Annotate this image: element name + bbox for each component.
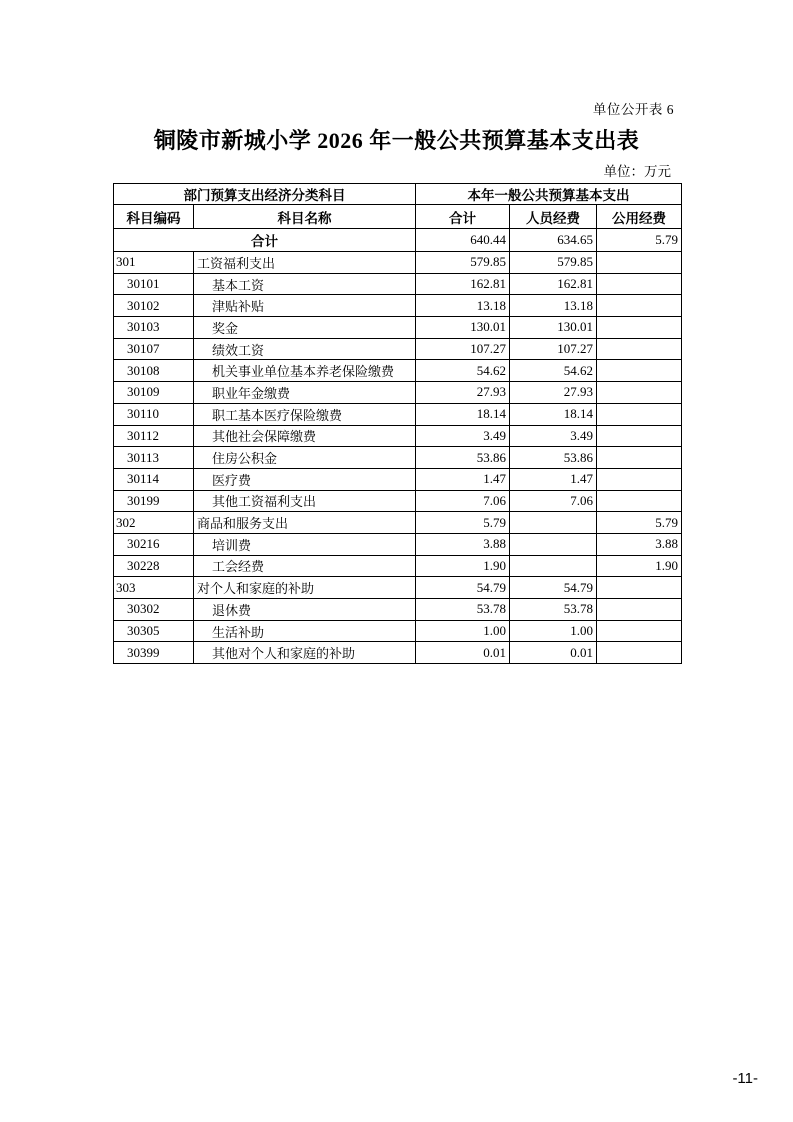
row-public <box>597 599 682 621</box>
table-row <box>114 338 682 360</box>
table-row <box>114 577 682 599</box>
row-code: 301 <box>114 252 194 274</box>
row-personnel: 0.01 <box>510 642 597 664</box>
row-total: 3.49 <box>416 425 510 447</box>
total-row-label: 合计 <box>114 229 416 252</box>
row-code: 30302 <box>114 599 194 621</box>
row-personnel: 1.00 <box>510 620 597 642</box>
row-public <box>597 382 682 404</box>
row-personnel: 162.81 <box>510 273 597 295</box>
row-total: 7.06 <box>416 490 510 512</box>
budget-table <box>113 183 682 664</box>
total-row-total: 640.44 <box>416 229 510 252</box>
row-code: 30228 <box>114 555 194 577</box>
doc-label: 单位公开表 6 <box>592 102 674 117</box>
row-personnel: 3.49 <box>510 425 597 447</box>
row-public <box>597 577 682 599</box>
row-personnel <box>510 533 597 555</box>
row-name: 其他社会保障缴费 <box>194 425 416 447</box>
row-personnel: 54.79 <box>510 577 597 599</box>
row-code: 30102 <box>114 295 194 317</box>
row-public: 3.88 <box>597 533 682 555</box>
row-name: 工会经费 <box>194 555 416 577</box>
table-row <box>114 642 682 664</box>
header-group-subject: 部门预算支出经济分类科目 <box>114 184 416 205</box>
row-code: 30108 <box>114 360 194 382</box>
row-name: 商品和服务支出 <box>194 512 416 534</box>
row-total: 130.01 <box>416 317 510 339</box>
row-name: 职业年金缴费 <box>194 382 416 404</box>
column-header-code: 科目编码 <box>114 205 194 229</box>
row-public <box>597 338 682 360</box>
table-row <box>114 252 682 274</box>
row-total: 579.85 <box>416 252 510 274</box>
row-personnel: 7.06 <box>510 490 597 512</box>
row-name: 对个人和家庭的补助 <box>194 577 416 599</box>
table-body <box>114 229 682 664</box>
row-code: 30114 <box>114 468 194 490</box>
table-row <box>114 620 682 642</box>
row-public <box>597 642 682 664</box>
table-row <box>114 490 682 512</box>
row-code: 30113 <box>114 447 194 469</box>
row-personnel: 1.47 <box>510 468 597 490</box>
row-total: 54.62 <box>416 360 510 382</box>
row-name: 生活补助 <box>194 620 416 642</box>
row-code: 30216 <box>114 533 194 555</box>
row-personnel: 579.85 <box>510 252 597 274</box>
row-public <box>597 620 682 642</box>
row-name: 机关事业单位基本养老保险缴费 <box>194 360 416 382</box>
table-row <box>114 360 682 382</box>
row-code: 30101 <box>114 273 194 295</box>
row-name: 退休费 <box>194 599 416 621</box>
table-row <box>114 317 682 339</box>
row-total: 27.93 <box>416 382 510 404</box>
row-name: 津贴补贴 <box>194 295 416 317</box>
row-code: 30399 <box>114 642 194 664</box>
total-row-public: 5.79 <box>597 229 682 252</box>
row-total: 1.00 <box>416 620 510 642</box>
table-row <box>114 533 682 555</box>
row-public <box>597 425 682 447</box>
row-name: 培训费 <box>194 533 416 555</box>
row-code: 303 <box>114 577 194 599</box>
table-row <box>114 295 682 317</box>
row-public: 1.90 <box>597 555 682 577</box>
row-total: 5.79 <box>416 512 510 534</box>
row-code: 30305 <box>114 620 194 642</box>
page-number: -11- <box>732 1070 758 1087</box>
row-name: 职工基本医疗保险缴费 <box>194 403 416 425</box>
header-group-budget: 本年一般公共预算基本支出 <box>416 184 682 205</box>
row-personnel: 53.86 <box>510 447 597 469</box>
row-total: 107.27 <box>416 338 510 360</box>
row-name: 工资福利支出 <box>194 252 416 274</box>
row-code: 30199 <box>114 490 194 512</box>
row-code: 30110 <box>114 403 194 425</box>
table-row <box>114 403 682 425</box>
total-row <box>114 229 682 252</box>
row-name: 其他工资福利支出 <box>194 490 416 512</box>
row-public <box>597 252 682 274</box>
row-total: 18.14 <box>416 403 510 425</box>
table-row <box>114 273 682 295</box>
row-name: 住房公积金 <box>194 447 416 469</box>
row-code: 30112 <box>114 425 194 447</box>
row-personnel: 53.78 <box>510 599 597 621</box>
header-cols-row <box>114 205 682 229</box>
row-name: 其他对个人和家庭的补助 <box>194 642 416 664</box>
row-code: 30107 <box>114 338 194 360</box>
row-name: 医疗费 <box>194 468 416 490</box>
row-total: 53.86 <box>416 447 510 469</box>
row-public <box>597 295 682 317</box>
row-personnel: 54.62 <box>510 360 597 382</box>
row-name: 基本工资 <box>194 273 416 295</box>
row-public <box>597 360 682 382</box>
table-row <box>114 425 682 447</box>
table-row <box>114 468 682 490</box>
row-total: 0.01 <box>416 642 510 664</box>
row-public <box>597 490 682 512</box>
row-public <box>597 403 682 425</box>
table-row <box>114 599 682 621</box>
row-personnel <box>510 512 597 534</box>
row-personnel: 27.93 <box>510 382 597 404</box>
row-personnel <box>510 555 597 577</box>
row-total: 54.79 <box>416 577 510 599</box>
row-public <box>597 447 682 469</box>
row-code: 30103 <box>114 317 194 339</box>
row-personnel: 18.14 <box>510 403 597 425</box>
row-public <box>597 317 682 339</box>
column-header-public: 公用经费 <box>597 205 682 229</box>
column-header-total: 合计 <box>416 205 510 229</box>
table-header <box>114 184 682 229</box>
row-personnel: 107.27 <box>510 338 597 360</box>
row-personnel: 13.18 <box>510 295 597 317</box>
unit-note: 单位：万元 <box>603 164 671 179</box>
row-total: 3.88 <box>416 533 510 555</box>
table-row <box>114 447 682 469</box>
row-personnel: 130.01 <box>510 317 597 339</box>
row-total: 53.78 <box>416 599 510 621</box>
page-title: 铜陵市新城小学 2026 年一般公共预算基本支出表 <box>153 128 640 153</box>
row-public: 5.79 <box>597 512 682 534</box>
table-row <box>114 555 682 577</box>
row-code: 302 <box>114 512 194 534</box>
row-public <box>597 273 682 295</box>
row-total: 162.81 <box>416 273 510 295</box>
row-name: 绩效工资 <box>194 338 416 360</box>
table-row <box>114 512 682 534</box>
row-public <box>597 468 682 490</box>
total-row-personnel: 634.65 <box>510 229 597 252</box>
row-total: 1.90 <box>416 555 510 577</box>
header-group-row <box>114 184 682 205</box>
table-row <box>114 382 682 404</box>
column-header-name: 科目名称 <box>194 205 416 229</box>
column-header-personnel: 人员经费 <box>510 205 597 229</box>
row-total: 13.18 <box>416 295 510 317</box>
row-name: 奖金 <box>194 317 416 339</box>
row-code: 30109 <box>114 382 194 404</box>
row-total: 1.47 <box>416 468 510 490</box>
